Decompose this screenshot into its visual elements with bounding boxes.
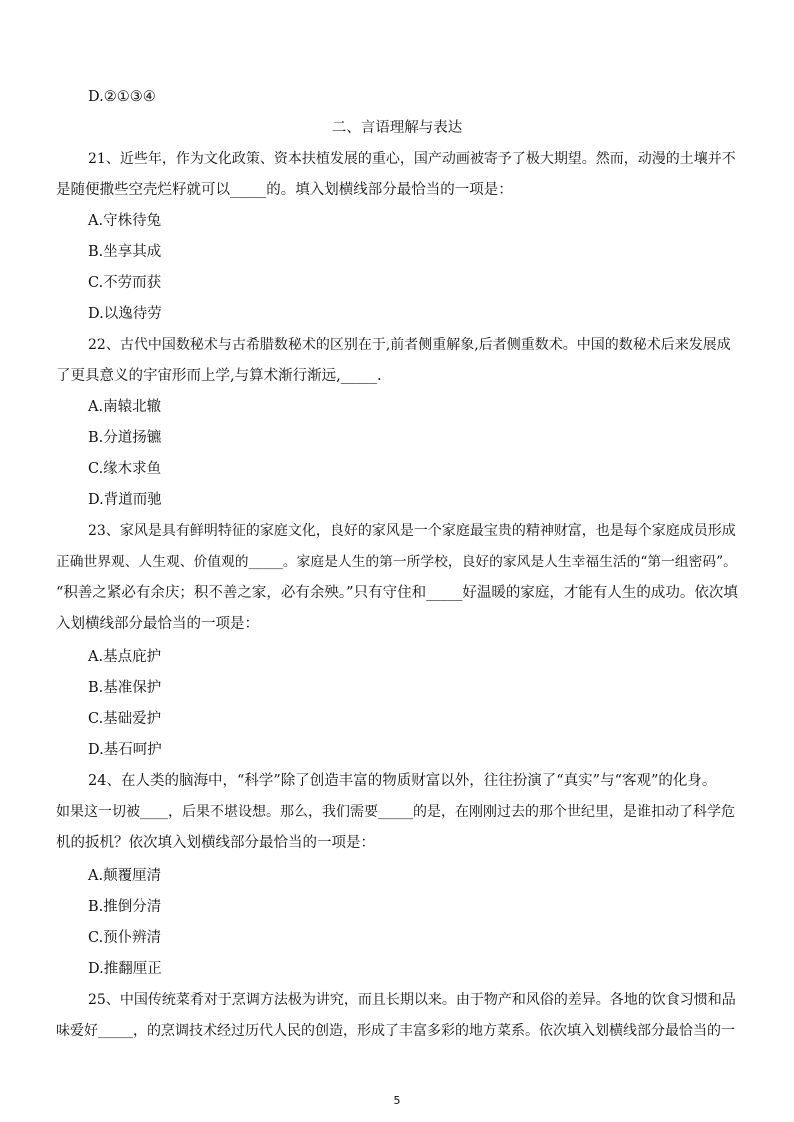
page-number: 5 <box>393 1094 401 1107</box>
q24-option-b: B.推倒分清 <box>88 899 162 915</box>
question-24-line1: 24、在人类的脑海中，“科学”除了创造丰富的物质财富以外，往往扮演了“真实”与“客观”的化身。 <box>88 773 717 789</box>
q23-option-c: C.基础爱护 <box>88 711 162 727</box>
q22-option-c: C.缘木求鱼 <box>88 461 162 477</box>
question-21-line1: 21、近些年，作为文化政策、资本扶植发展的重心，国产动画被寄予了极大期望。然而，动漫的土壤并不 <box>88 151 736 167</box>
question-21-line2: 是随便撒些空壳烂籽就可以_____的。填入划横线部分最恰当的一项是： <box>56 182 513 198</box>
q21-option-b: B.坐享其成 <box>88 244 162 260</box>
question-25-line1: 25、中国传统菜肴对于烹调方法极为讲究，而且长期以来。由于物产和风俗的差异。各地的饮食习惯和品 <box>88 992 736 1008</box>
q21-option-c: C.不劳而获 <box>88 275 162 291</box>
question-22-line1: 22、古代中国数秘术与古希腊数秘术的区别在于,前者侧重解象,后者侧重数术。中国的数秘术后来发展成 <box>88 337 731 353</box>
option-d-prev: D.②①③④ <box>88 89 156 105</box>
question-24-line3: 机的扳机？依次填入划横线部分最恰当的一项是： <box>56 835 375 851</box>
question-23-line1: 23、家风是具有鲜明特征的家庭文化，良好的家风是一个家庭最宝贵的精神财富，也是每个家庭成员形成 <box>88 523 736 539</box>
q22-option-a: A.南辕北辙 <box>88 399 162 415</box>
q23-option-d: D.基石呵护 <box>88 742 162 758</box>
section-heading: 二、言语理解与表达 <box>331 120 463 136</box>
q22-option-b: B.分道扬镳 <box>88 430 162 446</box>
q24-option-a: A.颠覆厘清 <box>88 868 162 884</box>
question-23-line3: “积善之紧必有余庆；积不善之家，必有余殃。”只有守住和_____好温暖的家庭，才能有人生的成功。依次填 <box>56 585 738 601</box>
q24-option-d: D.推翻厘正 <box>88 961 162 977</box>
question-23-line2: 正确世界观、人生观、价值观的_____。家庭是人生的第一所学校，良好的家风是人生幸福生活的“第一组密码”。 <box>56 554 737 570</box>
q23-option-b: B.基准保护 <box>88 680 162 696</box>
q21-option-d: D.以逸待劳 <box>88 306 162 322</box>
q22-option-d: D.背道而驰 <box>88 492 162 508</box>
q23-option-a: A.基点庇护 <box>88 649 162 665</box>
question-23-line4: 入划横线部分最恰当的一项是： <box>56 616 259 632</box>
question-22-line2: 了更具意义的宇宙形而上学,与算术渐行渐远,_____. <box>56 368 382 384</box>
question-25-line2: 味爱好_____，的烹调技术经过历代人民的创造，形成了丰富多彩的地方菜系。依次填入划横线部分最恰当的一 <box>56 1023 735 1039</box>
q24-option-c: C.预仆辨清 <box>88 930 162 946</box>
question-24-line2: 如果这一切被____，后果不堪设想。那么，我们需要_____的是，在刚刚过去的那个世纪里，是谁扣动了科学危 <box>56 804 735 820</box>
q21-option-a: A.守株待兔 <box>88 213 162 229</box>
